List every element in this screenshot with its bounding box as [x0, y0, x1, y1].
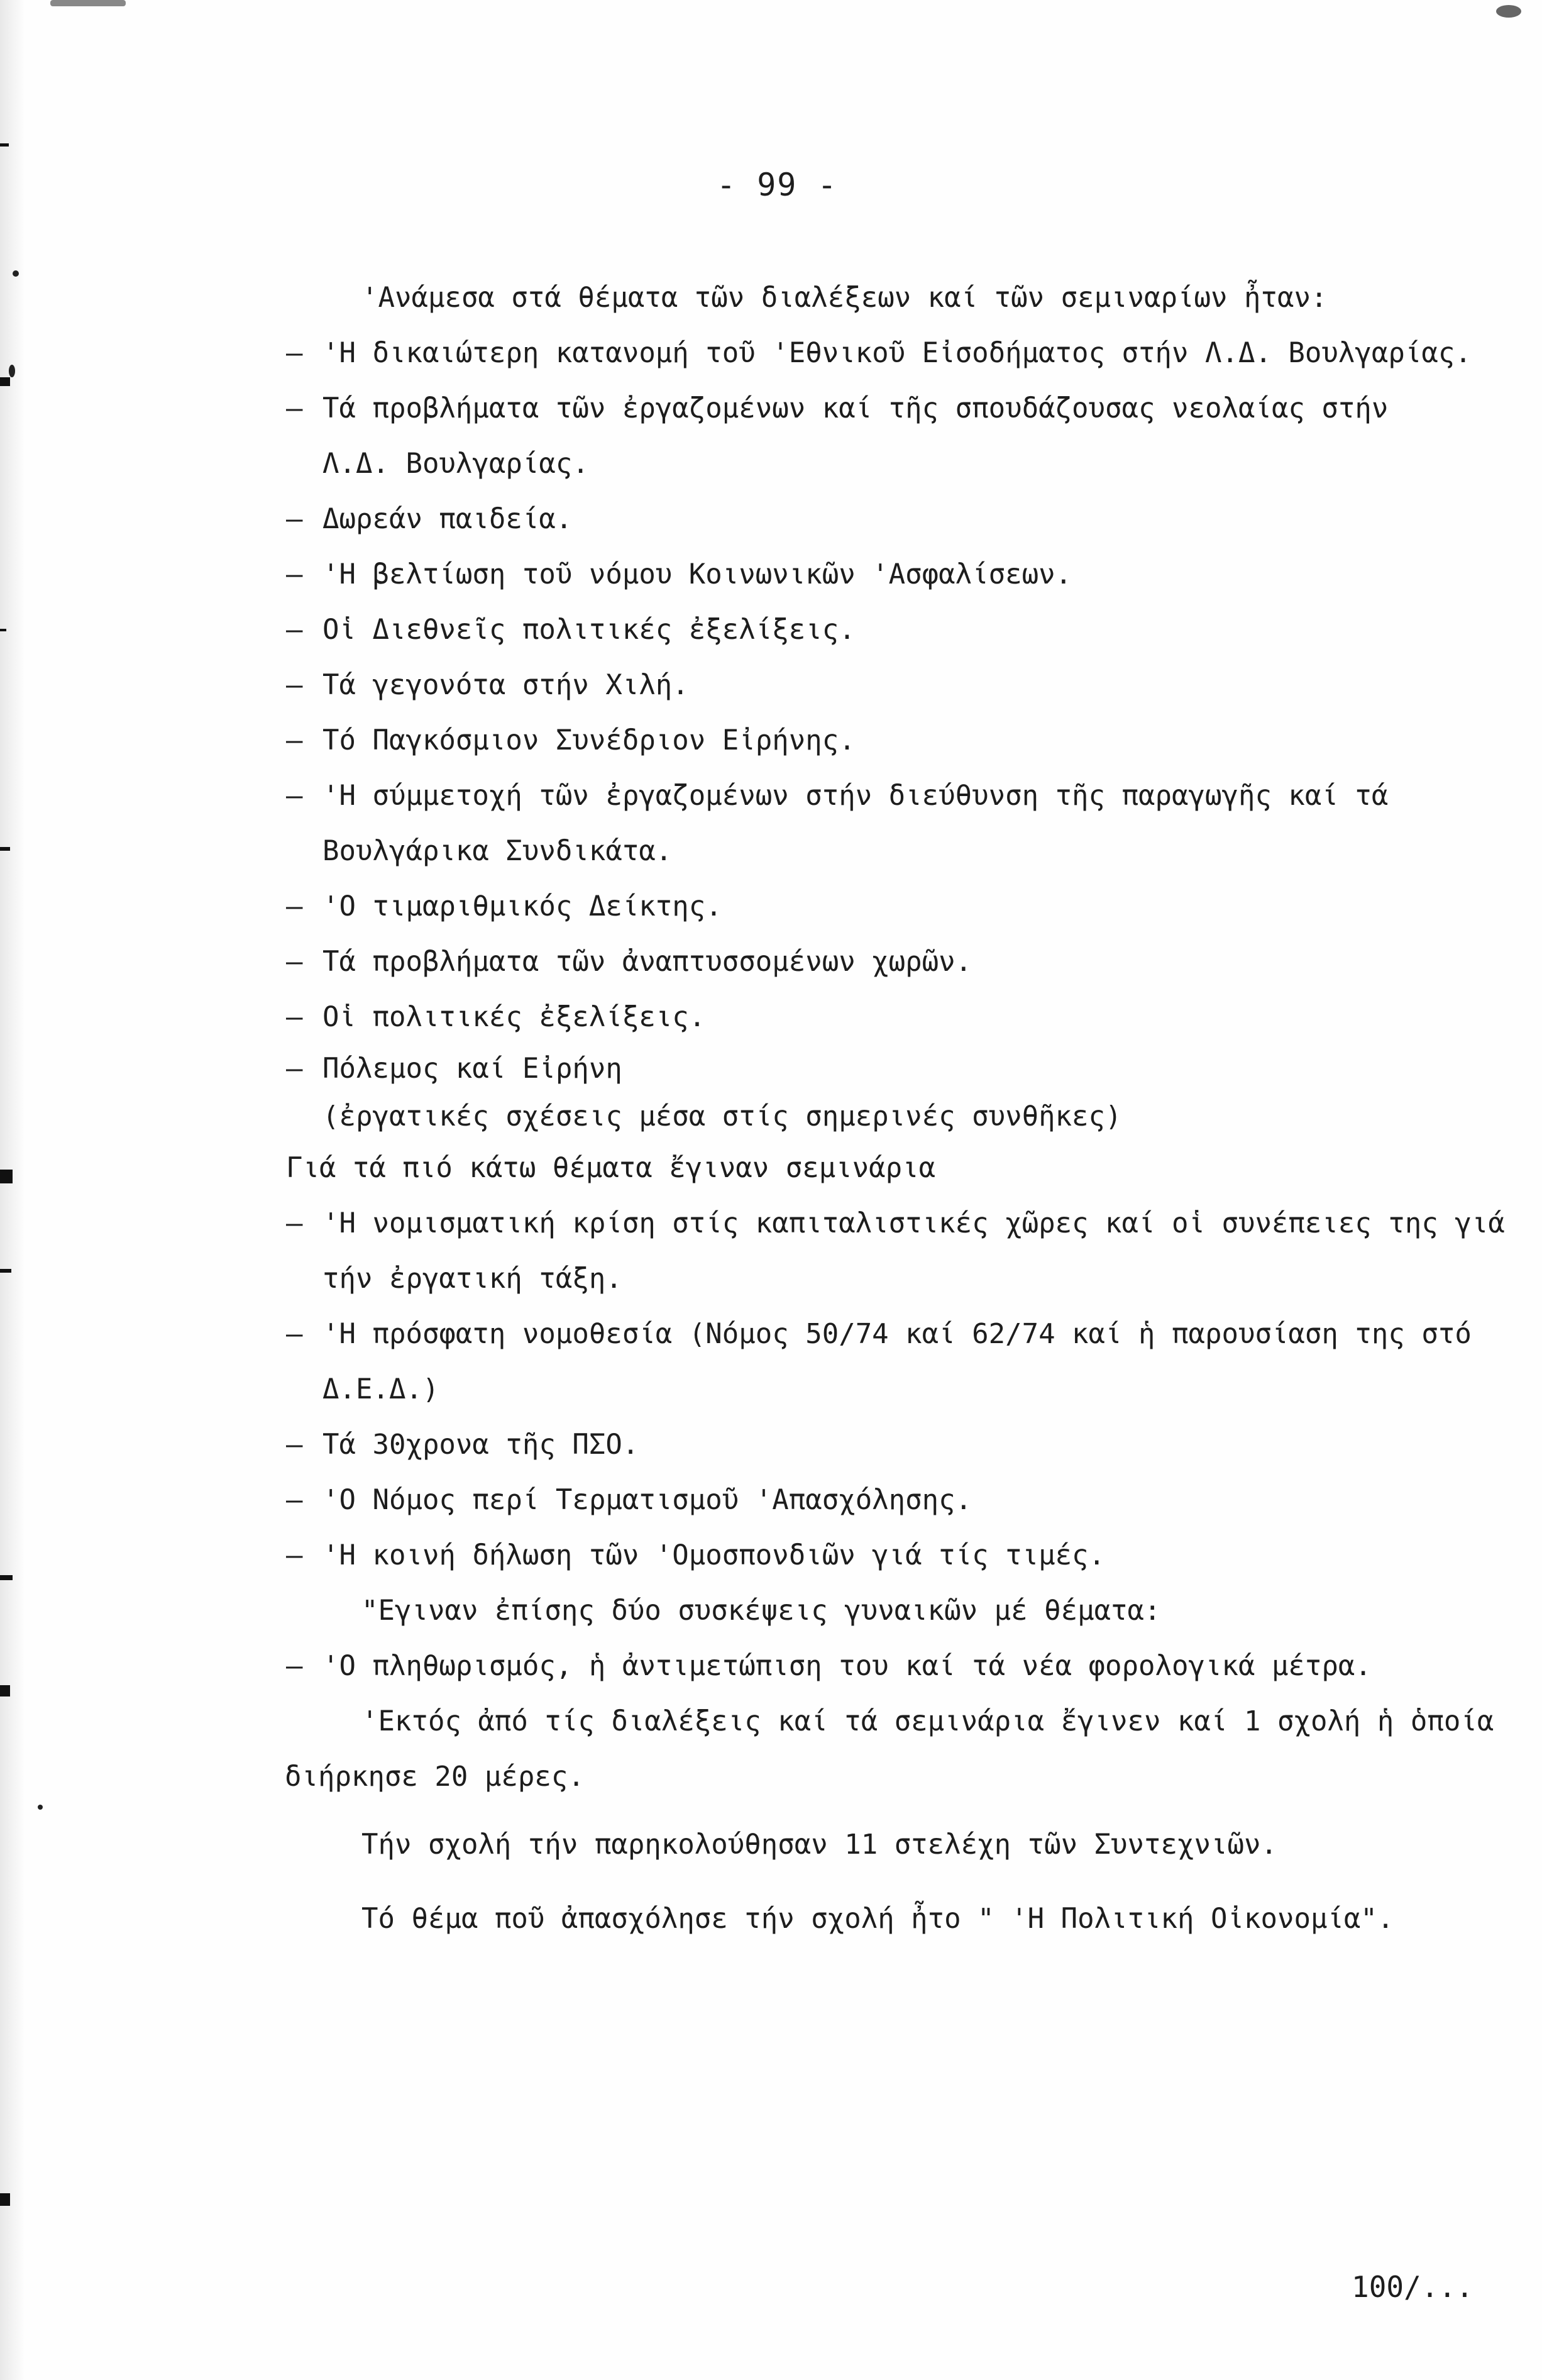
dash-bullet: – [286, 1539, 303, 1571]
scan-mark [0, 629, 6, 631]
list-item [286, 990, 1480, 1045]
list-item-text: Δωρεάν παιδεία. [322, 503, 573, 535]
dash-bullet: – [286, 1207, 303, 1239]
dash-bullet: – [286, 1318, 303, 1350]
dash-bullet: – [286, 1001, 303, 1033]
speck [13, 270, 19, 277]
dash-bullet: – [286, 503, 303, 535]
list-item-continuation: Δ.Ε.Δ.) [322, 1373, 439, 1405]
list-item-text: 'Ο τιμαριθμικός Δείκτης. [322, 890, 722, 922]
list-item-text: 'Η νομισματική κρίση στίς καπιταλιστικές χῶρες καί οἱ συνέπειες της γιά [322, 1207, 1505, 1239]
speck [1496, 5, 1521, 18]
scan-mark [0, 1685, 10, 1696]
list-item [286, 658, 1480, 713]
scan-mark [0, 1170, 13, 1183]
page-number: - 99 - [717, 167, 838, 203]
list-item-text: Τό Παγκόσμιον Συνέδριον Εἰρήνης. [322, 724, 856, 756]
list-item [286, 547, 1480, 602]
next-page-marker: 100/... [1352, 2270, 1473, 2304]
dash-bullet: – [286, 890, 303, 922]
dash-bullet: – [286, 558, 303, 590]
list-item [286, 326, 1480, 381]
list-item [286, 1473, 1480, 1528]
list-item [286, 1196, 1505, 1251]
list-item-text: 'Ο πληθωρισμός, ἡ ἀντιμετώπιση του καί τά νέα φορολογικά μέτρα. [322, 1650, 1372, 1682]
school-paragraph-continuation: διήρκησε 20 μέρες. [285, 1761, 585, 1793]
list-item [286, 768, 1480, 824]
list-item [286, 1639, 1480, 1694]
list-item-continuation: Λ.Δ. Βουλγαρίας. [322, 448, 589, 480]
list-item-text: Τά γεγονότα στήν Χιλή. [322, 669, 689, 701]
speck [50, 0, 126, 6]
list-item-text: 'Ο Νόμος περί Τερματισμοῦ 'Απασχόλησης. [322, 1484, 972, 1516]
list-item-text: Οἱ πολιτικές ἐξελίξεις. [322, 1001, 706, 1033]
dash-bullet: – [286, 1484, 303, 1516]
list-item-continuation: (ἐργατικές σχέσεις μέσα στίς σημερινές συνθῆκες) [322, 1100, 1122, 1132]
school-paragraph: 'Εκτός ἀπό τίς διαλέξεις καί τά σεμινάρια ἔγινεν καί 1 σχολή ἡ ὁποία [361, 1705, 1494, 1737]
dash-bullet: – [286, 946, 303, 978]
speck [9, 365, 15, 377]
list-item [286, 1417, 1480, 1473]
dash-bullet: – [286, 392, 303, 424]
scan-mark [0, 1575, 13, 1580]
list-item [286, 602, 1480, 658]
dash-bullet: – [286, 614, 303, 646]
dash-bullet: – [286, 1650, 303, 1682]
women-meetings-paragraph: "Εγιναν ἐπίσης δύο συσκέψεις γυναικῶν μέ θέματα: [361, 1595, 1161, 1627]
attendance-paragraph: Τήν σχολή τήν παρηκολούθησαν 11 στελέχη τῶν Συντεχνιῶν. [361, 1829, 1277, 1861]
list-item [286, 1307, 1480, 1362]
speck [38, 1805, 43, 1810]
scan-mark [0, 847, 10, 851]
list-item-text: Οἱ Διεθνεῖς πολιτικές ἐξελίξεις. [322, 614, 856, 646]
dash-bullet: – [286, 337, 303, 369]
intro-line: 'Ανάμεσα στά θέματα τῶν διαλέξεων καί τῶν σεμιναρίων ἦταν: [361, 282, 1328, 314]
dash-bullet: – [286, 1053, 303, 1085]
seminars-heading: Γιά τά πιό κάτω θέματα ἔγιναν σεμινάρια [286, 1152, 936, 1184]
list-item [286, 1045, 1480, 1093]
list-item [286, 879, 1480, 934]
dash-bullet: – [286, 780, 303, 812]
scan-mark [0, 2193, 10, 2206]
scan-edge [0, 0, 25, 2380]
list-item-text: 'Η πρόσφατη νομοθεσία (Νόμος 50/74 καί 62/74 καί ἡ παρουσίαση της στό [322, 1318, 1472, 1350]
list-item [286, 713, 1480, 768]
list-item-text: 'Η βελτίωση τοῦ νόμου Κοινωνικῶν 'Ασφαλίσεων. [322, 558, 1072, 590]
dash-bullet: – [286, 669, 303, 701]
list-item-text: Τά 30χρονα τῆς ΠΣΟ. [322, 1429, 639, 1461]
document-body [285, 270, 1505, 1947]
list-item-text: Πόλεμος καί Εἰρήνη [322, 1053, 622, 1085]
list-item-continuation: τήν ἐργατική τάξη. [322, 1263, 622, 1295]
dash-bullet: – [286, 1429, 303, 1461]
list-item-text: 'Η σύμμετοχή τῶν ἐργαζομένων στήν διεύθυνση τῆς παραγωγῆς καί τά [322, 780, 1389, 812]
list-item-text: Τά προβλήματα τῶν ἀναπτυσσομένων χωρῶν. [322, 946, 972, 978]
scan-mark [0, 143, 9, 147]
list-item-text: 'Η κοινή δήλωση τῶν 'Ομοσπονδιῶν γιά τίς τιμές. [322, 1539, 1106, 1571]
list-item [286, 1528, 1480, 1583]
scan-mark [0, 377, 10, 386]
list-item-text: Τά προβλήματα τῶν ἐργαζομένων καί τῆς σπουδάζουσας νεολαίας στήν [322, 392, 1389, 424]
scan-mark [0, 1269, 11, 1273]
list-item [286, 492, 1480, 547]
list-item-continuation: Βουλγάρικα Συνδικάτα. [322, 835, 673, 867]
list-item [286, 934, 1480, 990]
list-item [286, 381, 1480, 436]
topic-paragraph: Τό θέμα ποῦ ἀπασχόλησε τήν σχολή ἦτο " 'Η Πολιτική Οἰκονομία". [361, 1903, 1394, 1935]
dash-bullet: – [286, 724, 303, 756]
list-item-text: 'Η δικαιώτερη κατανομή τοῦ 'Εθνικοῦ Εἰσοδήματος στήν Λ.Δ. Βουλγαρίας. [322, 337, 1472, 369]
